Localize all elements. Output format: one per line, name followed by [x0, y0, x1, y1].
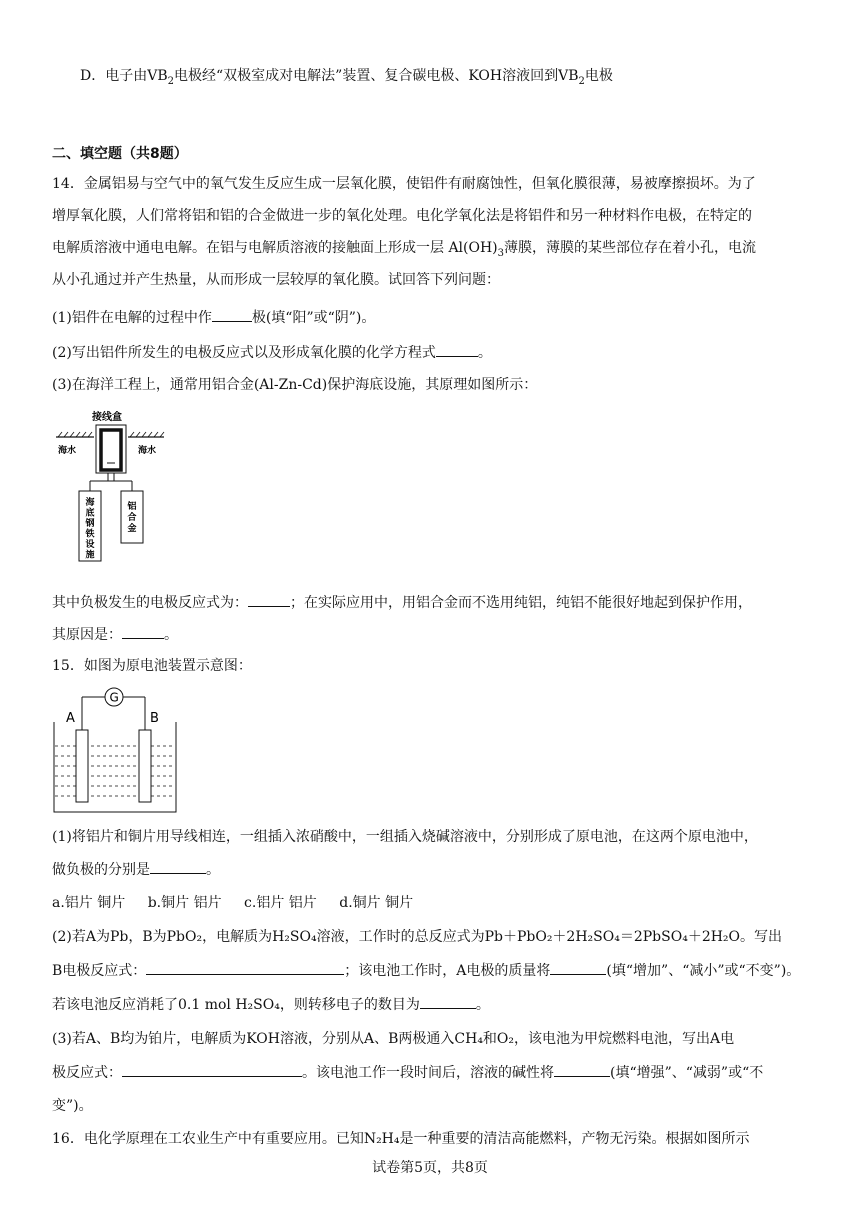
option-a[interactable]: a.铝片 铜片: [52, 895, 126, 911]
ground-hatch: [58, 432, 164, 437]
rod-label-char: 金: [127, 524, 137, 534]
answer-blank[interactable]: [122, 624, 164, 639]
answer-blank[interactable]: [436, 342, 478, 357]
q15-part-3-text-3: (填“增强”、“减弱”或“不: [610, 1065, 764, 1081]
answer-blank[interactable]: [122, 1062, 302, 1077]
junction-box-inner: [101, 430, 121, 470]
q15-part-2-line-1: (2)若A为Pb，B为PbO₂，电解质为H₂SO₄溶液，工作时的总反应式为Pb＋PbO₂＋2H₂SO₄＝2PbSO₄＋2H₂O。写出: [52, 929, 783, 945]
q15-part-2-text: B电极反应式：: [52, 963, 147, 979]
q15-part-2-text-3: (填“增加”、“减小”或“不变”)。: [606, 963, 801, 979]
q14-line-2: 增厚氧化膜，人们常将铝和铝的合金做进一步的氧化处理。电化学氧化法是将铝件和另一种材料作电极，在特定的: [52, 208, 752, 224]
q15-part-3-text-2: 。该电池工作一段时间后，溶液的碱性将: [302, 1065, 554, 1081]
rod-label-char: 海: [85, 498, 95, 508]
electrolyte-solution: [55, 746, 175, 796]
rod-label-char: 底: [85, 508, 95, 519]
q15-part-3-line-2: [52, 1062, 763, 1083]
q15-part-3-line-3: 变”)。: [52, 1098, 93, 1114]
q16-line-1: 16．电化学原理在工农业生产中有重要应用。已知N₂H₄是一种重要的清洁高能燃料，产物无污染。根据如图所示: [52, 1131, 750, 1147]
q14-after-figure: [52, 592, 752, 613]
electrode-a: [76, 730, 88, 802]
q15-part-1-text: 做负极的分别是: [52, 862, 150, 878]
q15-part-2-line-3: [52, 994, 490, 1015]
q14-part-3: (3)在海洋工程上，通常用铝合金(Al-Zn-Cd)保护海底设施，其原理如图所示：: [52, 377, 538, 393]
q14-after-text: 其中负极发生的电极反应式为：: [52, 595, 248, 611]
option-d-text-2: 电极经“双极室成对电解法”装置、复合碳电极、KOH溶液回到VB: [174, 68, 579, 84]
option-b[interactable]: b.铜片 铝片: [147, 895, 222, 911]
galvanometer-label: G: [109, 690, 119, 705]
q14-line-3: [52, 238, 756, 264]
q14-reason-text: 其原因是：: [52, 627, 122, 643]
q14-part-2: [52, 342, 492, 363]
q14-part-1: [52, 307, 375, 328]
electrode-b-label: B: [150, 711, 159, 726]
q14-line-4: 从小孔通过并产生热量，从而形成一层较厚的氧化膜。试回答下列问题：: [52, 272, 500, 288]
q15-part-3-text: 极反应式：: [52, 1065, 122, 1081]
q15-part-2-suffix: 。: [475, 997, 490, 1013]
page-footer: 试卷第5页，共8页: [372, 1160, 488, 1176]
seawater-label-right: 海水: [138, 446, 157, 456]
rod-label-char: 施: [85, 550, 95, 561]
q15-part-2-line-2: [52, 960, 800, 981]
junction-box-label: 接线盒: [92, 412, 122, 423]
q15-part-1-line-2: [52, 859, 220, 880]
rod-label-char: 铝: [127, 502, 137, 512]
q14-part-2-text: (2)写出铝件所发生的电极反应式以及形成氧化膜的化学方程式: [52, 345, 436, 361]
q14-after-text-2: ；在实际应用中，用铝合金而不选用纯铝，纯铝不能很好地起到保护作用，: [290, 595, 752, 611]
electrode-a-label: A: [66, 711, 75, 726]
q15-part-2-text-4: 若该电池反应消耗了0.1 mol H₂SO₄，则转移电子的数目为: [52, 997, 420, 1013]
section-title: 二、填空题（共8题）: [52, 146, 188, 162]
option-d[interactable]: d.铜片 铜片: [339, 895, 414, 911]
answer-blank[interactable]: [248, 592, 290, 607]
q15-part-3-line-1: (3)若A、B均为铂片，电解质为KOH溶液，分别从A、B两极通入CH₄和O₂，该电池为甲烷燃料电池，写出A电: [52, 1031, 735, 1047]
rod-label-char: 铁: [85, 529, 95, 540]
answer-blank[interactable]: [550, 960, 606, 975]
sacrificial-anode-diagram: [52, 405, 172, 565]
q15-part-1-line-1: (1)将铝片和铜片用导线相连，一组插入浓硝酸中，一组插入烧碱溶液中，分别形成了原电池，在这两个原电池中，: [52, 829, 758, 845]
q14-part-1-suffix: 极(填“阳”或“阴”)。: [251, 310, 376, 326]
seawater-label-left: 海水: [58, 446, 77, 456]
q15-part-2-text-2: ；该电池工作时，A电极的质量将: [344, 963, 551, 979]
seabed-steel-label: [85, 496, 96, 561]
option-c[interactable]: c.铝片 铝片: [244, 895, 317, 911]
q14-reason: [52, 624, 178, 645]
rod-label-char: 设: [85, 540, 95, 550]
answer-blank[interactable]: [212, 307, 252, 322]
answer-blank[interactable]: [146, 960, 344, 975]
beaker: [54, 722, 176, 812]
q14-part-2-suffix: 。: [477, 345, 492, 361]
subscript: 3: [497, 247, 505, 259]
answer-blank[interactable]: [150, 859, 206, 874]
option-d-text-3: 电极: [584, 68, 613, 84]
q15-part-1-suffix: 。: [206, 862, 220, 878]
rod-label-char: 合: [127, 513, 137, 523]
q14-reason-suffix: 。: [164, 627, 178, 643]
q14-line-3-text-2: 薄膜，薄膜的某些部位存在着小孔，电流: [504, 240, 757, 256]
option-d-text-1: D．电子由VB: [80, 68, 168, 84]
galvanic-cell-diagram: [52, 684, 182, 816]
q14-line-1: 14．金属铝易与空气中的氧气发生反应生成一层氧化膜，使铝件有耐腐蚀性，但氧化膜很薄，易被摩擦损坏。为了: [52, 176, 756, 192]
rod-label-char: 钢: [85, 519, 95, 529]
answer-blank[interactable]: [420, 994, 476, 1009]
q15-options: [52, 893, 431, 913]
q15-title: 15．如图为原电池装置示意图：: [52, 658, 252, 674]
option-d: [80, 66, 613, 92]
subscript: 2: [167, 75, 174, 87]
aluminum-alloy-label: [128, 500, 137, 534]
electrode-b: [139, 730, 151, 802]
subscript: 2: [578, 75, 585, 87]
answer-blank[interactable]: [554, 1062, 610, 1077]
q14-part-1-text: (1)铝件在电解的过程中作: [52, 310, 212, 326]
q14-line-3-text: 电解质溶液中通电电解。在铝与电解质溶液的接触面上形成一层 Al(OH): [52, 240, 498, 256]
